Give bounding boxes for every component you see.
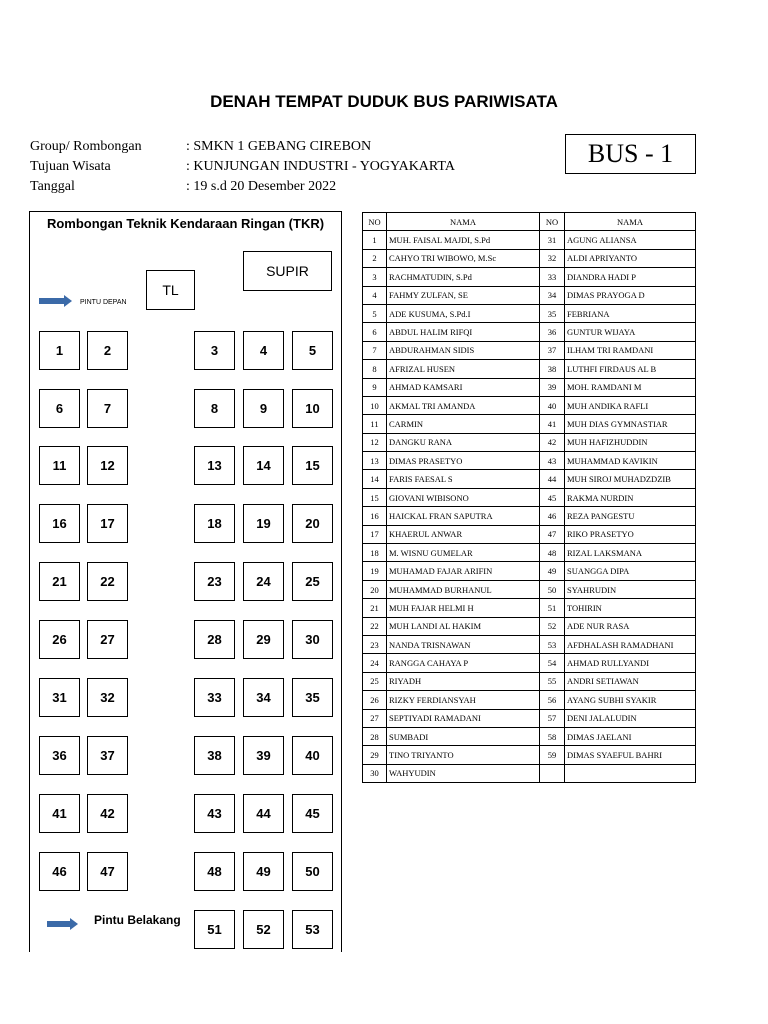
seat: 30 <box>292 620 333 659</box>
seat: 9 <box>243 389 284 428</box>
row-number: 31 <box>540 231 565 249</box>
table-row <box>363 249 696 267</box>
seat: 43 <box>194 794 235 833</box>
passenger-name: RIZAL LAKSMANA <box>565 544 696 562</box>
passenger-name: DIMAS SYAEFUL BAHRI <box>565 746 696 764</box>
destination-label: Tujuan Wisata <box>30 159 111 174</box>
row-number: 9 <box>363 378 387 396</box>
row-number: 4 <box>363 286 387 304</box>
row-number: 8 <box>363 360 387 378</box>
row-number: 36 <box>540 323 565 341</box>
row-number: 20 <box>363 580 387 598</box>
seat: 27 <box>87 620 128 659</box>
seat: 45 <box>292 794 333 833</box>
seat: 49 <box>243 852 284 891</box>
passenger-name: LUTHFI FIRDAUS AL B <box>565 360 696 378</box>
table-row <box>363 452 696 470</box>
table-row <box>363 580 696 598</box>
table-row <box>363 286 696 304</box>
passenger-name: AHMAD KAMSARI <box>387 378 540 396</box>
no-header: NO <box>363 213 387 231</box>
row-number: 13 <box>363 452 387 470</box>
seat: 38 <box>194 736 235 775</box>
row-number: 10 <box>363 396 387 414</box>
seat: 13 <box>194 446 235 485</box>
seat: 5 <box>292 331 333 370</box>
passenger-name: MUHAMMAD KAVIKIN <box>565 452 696 470</box>
seat: 3 <box>194 331 235 370</box>
passenger-name: ABDURAHMAN SIDIS <box>387 341 540 359</box>
passenger-name: SUMBADI <box>387 727 540 745</box>
passenger-name: M. WISNU GUMELAR <box>387 544 540 562</box>
passenger-name: MUH ANDIKA RAFLI <box>565 396 696 414</box>
row-number: 19 <box>363 562 387 580</box>
passenger-name: SUANGGA DIPA <box>565 562 696 580</box>
rear-door-arrow-icon <box>47 921 71 927</box>
row-number: 50 <box>540 580 565 598</box>
seat: 11 <box>39 446 80 485</box>
passenger-name: MUH SIROJ MUHADZDZIB <box>565 470 696 488</box>
table-row <box>363 599 696 617</box>
row-number: 17 <box>363 525 387 543</box>
passenger-name: GIOVANI WIBISONO <box>387 488 540 506</box>
passenger-name: TOHIRIN <box>565 599 696 617</box>
passenger-name: ANDRI SETIAWAN <box>565 672 696 690</box>
table-row <box>363 617 696 635</box>
row-number: 5 <box>363 304 387 322</box>
seat: 39 <box>243 736 284 775</box>
row-number: 40 <box>540 396 565 414</box>
seat: 12 <box>87 446 128 485</box>
row-number <box>540 764 565 782</box>
row-number: 41 <box>540 415 565 433</box>
row-number: 11 <box>363 415 387 433</box>
row-number: 43 <box>540 452 565 470</box>
seat: 7 <box>87 389 128 428</box>
seat: 29 <box>243 620 284 659</box>
front-door-arrow-icon <box>39 298 65 304</box>
row-number: 25 <box>363 672 387 690</box>
row-number: 37 <box>540 341 565 359</box>
passenger-name: ALDI APRIYANTO <box>565 249 696 267</box>
seat-plan <box>29 211 342 952</box>
passenger-name: NANDA TRISNAWAN <box>387 635 540 653</box>
seat: 53 <box>292 910 333 949</box>
seat: 41 <box>39 794 80 833</box>
row-number: 2 <box>363 249 387 267</box>
passenger-name: FEBRIANA <box>565 304 696 322</box>
row-number: 58 <box>540 727 565 745</box>
passenger-name: DANGKU RANA <box>387 433 540 451</box>
passenger-name: DIMAS PRASETYO <box>387 452 540 470</box>
passenger-name: MOH. RAMDANI M <box>565 378 696 396</box>
plan-title: Rombongan Teknik Kendaraan Ringan (TKR) <box>46 216 325 231</box>
seat: 34 <box>243 678 284 717</box>
seat: 51 <box>194 910 235 949</box>
row-number: 28 <box>363 727 387 745</box>
row-number: 21 <box>363 599 387 617</box>
passenger-name: CAHYO TRI WIBOWO, M.Sc <box>387 249 540 267</box>
seat: 4 <box>243 331 284 370</box>
seat: 42 <box>87 794 128 833</box>
rear-door-label: Pintu Belakang <box>94 913 181 927</box>
table-row <box>363 507 696 525</box>
passenger-name <box>565 764 696 782</box>
passenger-name: AFRIZAL HUSEN <box>387 360 540 378</box>
row-number: 18 <box>363 544 387 562</box>
row-number: 15 <box>363 488 387 506</box>
passenger-name: SEPTIYADI RAMADANI <box>387 709 540 727</box>
table-row <box>363 323 696 341</box>
seat: 31 <box>39 678 80 717</box>
row-number: 16 <box>363 507 387 525</box>
table-row <box>363 378 696 396</box>
seat: 16 <box>39 504 80 543</box>
page-title: DENAH TEMPAT DUDUK BUS PARIWISATA <box>210 92 558 111</box>
table-row <box>363 562 696 580</box>
seat: 52 <box>243 910 284 949</box>
seat: 2 <box>87 331 128 370</box>
seat: 15 <box>292 446 333 485</box>
passenger-name: ADE KUSUMA, S.Pd.I <box>387 304 540 322</box>
passenger-name: RAKMA NURDIN <box>565 488 696 506</box>
date-value: : 19 s.d 20 Desember 2022 <box>186 179 337 194</box>
seat: 47 <box>87 852 128 891</box>
row-number: 59 <box>540 746 565 764</box>
row-number: 45 <box>540 488 565 506</box>
passenger-name: AFDHALASH RAMADHANI <box>565 635 696 653</box>
passenger-name: AYANG SUBHI SYAKIR <box>565 691 696 709</box>
passenger-name: MUH DIAS GYMNASTIAR <box>565 415 696 433</box>
row-number: 1 <box>363 231 387 249</box>
table-row <box>363 544 696 562</box>
passenger-name: MUHAMMAD BURHANUL <box>387 580 540 598</box>
seat: 19 <box>243 504 284 543</box>
passenger-name: DIMAS PRAYOGA D <box>565 286 696 304</box>
passenger-name: GUNTUR WIJAYA <box>565 323 696 341</box>
table-row <box>363 304 696 322</box>
table-row <box>363 727 696 745</box>
passenger-name: TINO TRIYANTO <box>387 746 540 764</box>
seat: 18 <box>194 504 235 543</box>
table-row <box>363 341 696 359</box>
row-number: 56 <box>540 691 565 709</box>
row-number: 57 <box>540 709 565 727</box>
destination-value: : KUNJUNGAN INDUSTRI - YOGYAKARTA <box>186 159 455 174</box>
name-header: NAMA <box>387 213 540 231</box>
seat: 21 <box>39 562 80 601</box>
passenger-name: ABDUL HALIM RIFQI <box>387 323 540 341</box>
passenger-name: ILHAM TRI RAMDANI <box>565 341 696 359</box>
passenger-name: SYAHRUDIN <box>565 580 696 598</box>
no-header: NO <box>540 213 565 231</box>
seat: 17 <box>87 504 128 543</box>
seat: 37 <box>87 736 128 775</box>
passenger-name: KHAERUL ANWAR <box>387 525 540 543</box>
table-row <box>363 525 696 543</box>
tour-leader-box: TL <box>146 270 195 310</box>
row-number: 47 <box>540 525 565 543</box>
row-number: 48 <box>540 544 565 562</box>
table-row <box>363 746 696 764</box>
row-number: 22 <box>363 617 387 635</box>
seat: 26 <box>39 620 80 659</box>
table-row <box>363 691 696 709</box>
seat: 1 <box>39 331 80 370</box>
seat: 35 <box>292 678 333 717</box>
passenger-name: RIKO PRASETYO <box>565 525 696 543</box>
seat: 48 <box>194 852 235 891</box>
passenger-name: ADE NUR RASA <box>565 617 696 635</box>
seat: 22 <box>87 562 128 601</box>
row-number: 24 <box>363 654 387 672</box>
table-row <box>363 360 696 378</box>
row-number: 23 <box>363 635 387 653</box>
passenger-name: MUHAMAD FAJAR ARIFIN <box>387 562 540 580</box>
row-number: 44 <box>540 470 565 488</box>
row-number: 35 <box>540 304 565 322</box>
row-number: 7 <box>363 341 387 359</box>
passenger-table <box>362 212 696 783</box>
row-number: 12 <box>363 433 387 451</box>
row-number: 51 <box>540 599 565 617</box>
row-number: 42 <box>540 433 565 451</box>
seat: 40 <box>292 736 333 775</box>
passenger-name: RACHMATUDIN, S.Pd <box>387 268 540 286</box>
row-number: 6 <box>363 323 387 341</box>
seat: 24 <box>243 562 284 601</box>
row-number: 33 <box>540 268 565 286</box>
passenger-name: MUH HAFIZHUDDIN <box>565 433 696 451</box>
seat: 14 <box>243 446 284 485</box>
seat: 32 <box>87 678 128 717</box>
trip-info <box>30 137 455 197</box>
row-number: 49 <box>540 562 565 580</box>
passenger-name: FARIS FAESAL S <box>387 470 540 488</box>
driver-box: SUPIR <box>243 251 332 291</box>
row-number: 30 <box>363 764 387 782</box>
table-row <box>363 709 696 727</box>
passenger-name: MUH. FAISAL MAJDI, S.Pd <box>387 231 540 249</box>
row-number: 54 <box>540 654 565 672</box>
passenger-name: DIANDRA HADI P <box>565 268 696 286</box>
table-row <box>363 654 696 672</box>
row-number: 38 <box>540 360 565 378</box>
seat: 28 <box>194 620 235 659</box>
passenger-name: AHMAD RULLYANDI <box>565 654 696 672</box>
passenger-name: DIMAS JAELANI <box>565 727 696 745</box>
seat: 46 <box>39 852 80 891</box>
row-number: 55 <box>540 672 565 690</box>
row-number: 34 <box>540 286 565 304</box>
passenger-name: MUH FAJAR HELMI H <box>387 599 540 617</box>
row-number: 39 <box>540 378 565 396</box>
passenger-name: REZA PANGESTU <box>565 507 696 525</box>
seat: 50 <box>292 852 333 891</box>
seat: 6 <box>39 389 80 428</box>
info-row-date <box>30 177 455 197</box>
passenger-name: HAICKAL FRAN SAPUTRA <box>387 507 540 525</box>
passenger-name: CARMIN <box>387 415 540 433</box>
row-number: 3 <box>363 268 387 286</box>
date-label: Tanggal <box>30 179 75 194</box>
seat: 33 <box>194 678 235 717</box>
table-row <box>363 396 696 414</box>
table-row <box>363 415 696 433</box>
table-row <box>363 470 696 488</box>
seat: 10 <box>292 389 333 428</box>
info-row-group <box>30 137 455 157</box>
table-row <box>363 488 696 506</box>
row-number: 14 <box>363 470 387 488</box>
row-number: 53 <box>540 635 565 653</box>
table-row <box>363 672 696 690</box>
row-number: 32 <box>540 249 565 267</box>
table-row <box>363 764 696 782</box>
seat: 44 <box>243 794 284 833</box>
table-row <box>363 433 696 451</box>
passenger-name: AKMAL TRI AMANDA <box>387 396 540 414</box>
seat: 8 <box>194 389 235 428</box>
passenger-name: RIZKY FERDIANSYAH <box>387 691 540 709</box>
row-number: 46 <box>540 507 565 525</box>
seat: 25 <box>292 562 333 601</box>
table-row <box>363 231 696 249</box>
row-number: 26 <box>363 691 387 709</box>
row-number: 29 <box>363 746 387 764</box>
passenger-name: MUH LANDI AL HAKIM <box>387 617 540 635</box>
info-row-destination <box>30 157 455 177</box>
passenger-name: AGUNG ALIANSA <box>565 231 696 249</box>
group-value: : SMKN 1 GEBANG CIREBON <box>186 139 372 154</box>
row-number: 27 <box>363 709 387 727</box>
passenger-name: WAHYUDIN <box>387 764 540 782</box>
bus-number: BUS - 1 <box>565 134 696 174</box>
table-row <box>363 268 696 286</box>
group-label: Group/ Rombongan <box>30 139 142 154</box>
row-number: 52 <box>540 617 565 635</box>
passenger-name: RANGGA CAHAYA P <box>387 654 540 672</box>
table-row <box>363 635 696 653</box>
passenger-name: RIYADH <box>387 672 540 690</box>
table-header-row <box>363 213 696 231</box>
name-header: NAMA <box>565 213 696 231</box>
front-door-label: PINTU DEPAN <box>80 299 127 306</box>
seat: 36 <box>39 736 80 775</box>
passenger-name: DENI JALALUDIN <box>565 709 696 727</box>
seat: 20 <box>292 504 333 543</box>
seat: 23 <box>194 562 235 601</box>
passenger-name: FAHMY ZULFAN, SE <box>387 286 540 304</box>
